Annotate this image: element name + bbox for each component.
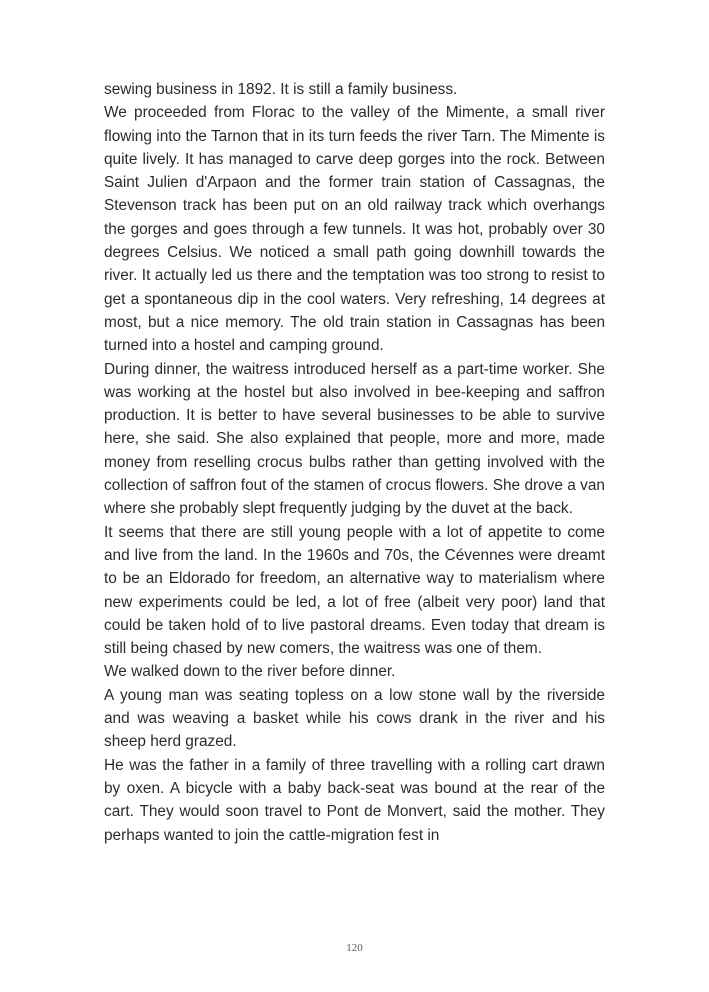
paragraph: We proceeded from Florac to the valley of the Mimente, a small river flowing into the Tarnon that in its turn feeds the river Tarn. The Mimente is quite lively. It has managed to carve deep gorges into the rock. Between Saint Julien d'Arpaon and the former train station of Cassagnas, the Stevenson track has been put on an old railway track which overhangs the gorges and goes through a few tunnels. It was hot, probably over 30 degrees Celsius. We noticed a small path going downhill towards the river. It actually led us there and the temptation was too strong to resist to get a spontaneous dip in the cool waters. Very refreshing, 14 degrees at most, but a nice memory. The old train station in Cassagnas has been turned into a hostel and camping ground. <box>104 104 605 355</box>
page-body <box>104 78 605 847</box>
paragraph: During dinner, the waitress introduced herself as a part-time worker. She was working at the hostel but also involved in bee-keeping and saffron production. It is better to have several businesses to be able to survive here, she said. She also explained that people, more and more, made money from reselling crocus bulbs rather than getting involved with the collection of saffron fout of the stamen of crocus flowers. She drove a van where she probably slept frequently judging by the duvet at the back. <box>104 360 605 518</box>
paragraph: sewing business in 1892. It is still a family business. <box>104 81 458 98</box>
paragraph: It seems that there are still young people with a lot of appetite to come and live from the land. In the 1960s and 70s, the Cévennes were dreamt to be an Eldorado for freedom, an alternative way to materialism where new experiments could be led, a lot of free (albeit very poor) land that could be taken hold of to live pastoral dreams. Even today that dream is still being chased by new comers, the waitress was one of them. <box>104 523 605 658</box>
paragraph: A young man was seating topless on a low stone wall by the riverside and was weaving a basket while his cows drank in the river and his sheep herd grazed. <box>104 686 605 751</box>
page-number: 120 <box>346 942 363 954</box>
paragraph: He was the father in a family of three travelling with a rolling cart drawn by oxen. A bicycle with a baby back-seat was bound at the rear of the cart. They would soon travel to Pont de Monvert, said the mother. They perhaps wanted to join the cattle-migration fest in <box>104 756 605 844</box>
paragraph: We walked down to the river before dinner. <box>104 663 396 681</box>
